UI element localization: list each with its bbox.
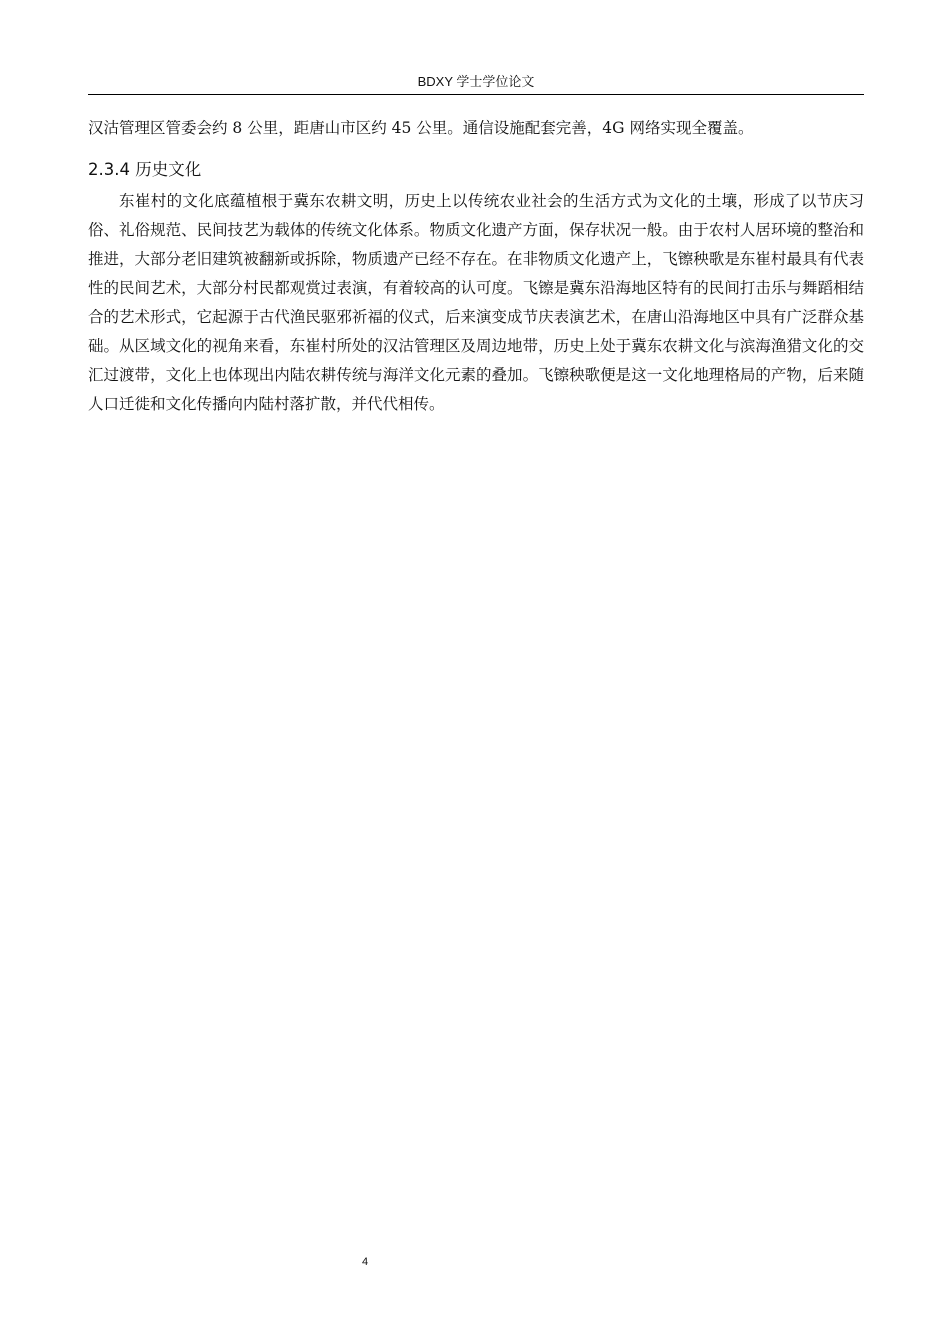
section-heading: 2.3.4 历史文化 xyxy=(88,160,202,179)
header-rule xyxy=(88,94,864,95)
continuation-paragraph: 汉沽管理区管委会约 8 公里，距唐山市区约 45 公里。通信设施配套完善，4G 网络实现全覆盖。 xyxy=(88,119,754,137)
page-body xyxy=(88,114,864,419)
running-header: BDXY 学士学位论文 xyxy=(417,74,535,89)
page-number: 4 xyxy=(361,1256,369,1268)
section-paragraph: 东崔村的文化底蕴植根于冀东农耕文明，历史上以传统农业社会的生活方式为文化的土壤，形成了以节庆习俗、礼俗规范、民间技艺为载体的传统文化体系。物质文化遗产方面，保存状况一般。由于农村人居环境的整治和推进，大部分老旧建筑被翻新或拆除，物质遗产已经不存在。在非物质文化遗产上，飞镲秧歌是东崔村最具有代表性的民间艺术，大部分村民都观赏过表演，有着较高的认可度。飞镲是冀东沿海地区特有的民间打击乐与舞蹈相结合的艺术形式，它起源于古代渔民驱邪祈福的仪式，后来演变成节庆表演艺术，在唐山沿海地区中具有广泛群众基础。从区域文化的视角来看，东崔村所处的汉沽管理区及周边地带，历史上处于冀东农耕文化与滨海渔猎文化的交汇过渡带，文化上也体现出内陆农耕传统与海洋文化元素的叠加。飞镲秧歌便是这一文化地理格局的产物，后来随人口迁徙和文化传播向内陆村落扩散，并代代相传。 xyxy=(88,192,864,413)
